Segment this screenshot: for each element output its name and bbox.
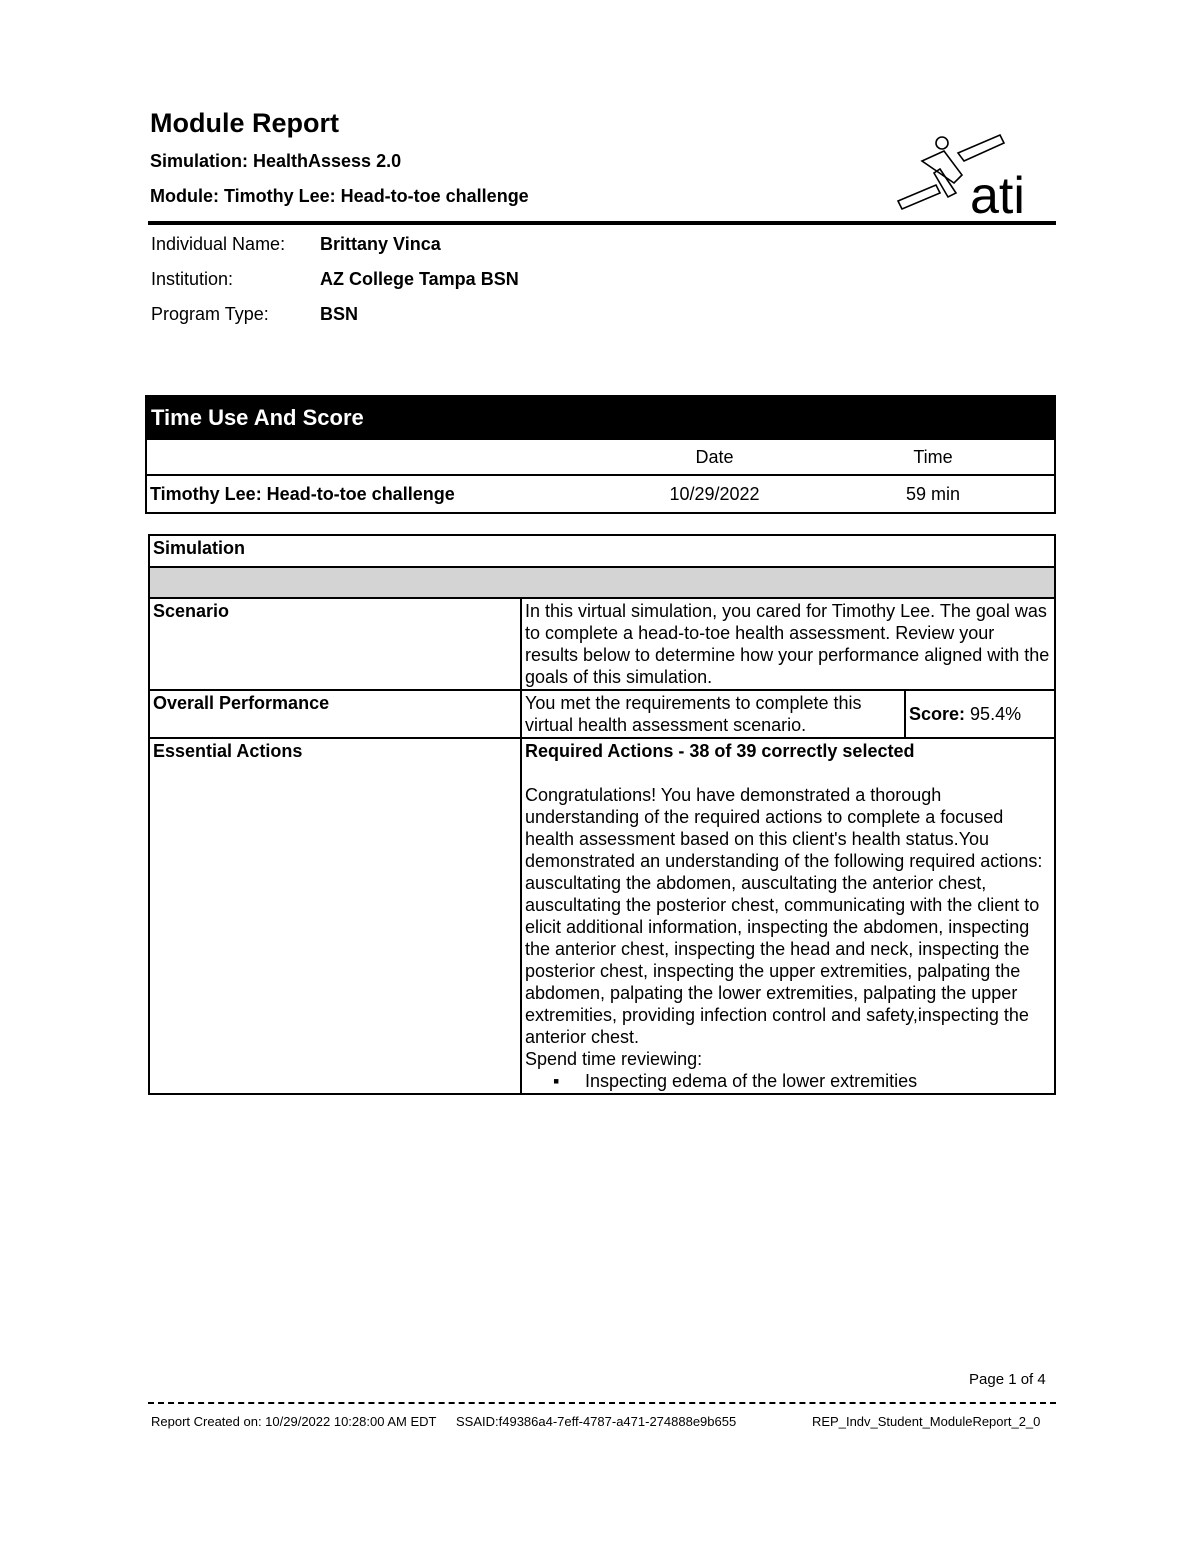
- review-item-text: Inspecting edema of the lower extremities: [585, 1071, 918, 1091]
- overall-performance-inner: [522, 691, 1054, 737]
- time-use-title: Time Use And Score: [146, 396, 1055, 439]
- review-list-item: [525, 1070, 1051, 1092]
- score-cell: [905, 691, 1054, 737]
- gray-divider-row: [149, 567, 1055, 598]
- footer-dashed-rule: [148, 1402, 1056, 1404]
- simulation-subtitle: Simulation: HealthAssess 2.0: [150, 151, 402, 171]
- essential-actions-label: Essential Actions: [149, 738, 521, 1094]
- score-value: 95.4%: [970, 704, 1022, 724]
- institution-value: AZ College Tampa BSN: [320, 269, 519, 289]
- overall-performance-label: Overall Performance: [149, 690, 521, 738]
- spacer: [525, 762, 1051, 784]
- time-cell: 59 min: [812, 475, 1055, 513]
- name-label: Individual Name:: [151, 234, 286, 254]
- overall-performance-text: You met the requirements to complete this virtual health assessment scenario.: [522, 691, 905, 737]
- essential-actions-cell: [521, 738, 1055, 1094]
- ati-logo: [896, 131, 1046, 217]
- name-value: Brittany Vinca: [320, 234, 441, 254]
- score-label: Score:: [909, 704, 966, 724]
- logo-text: ati: [970, 167, 1025, 217]
- congratulations-text: Congratulations! You have demonstrated a thorough understanding of the required actions to complete a focused health assessment based on this client's health status.You demonstrated an understanding of the following required actions: auscultating the abdomen, auscultating the anterior chest, auscultating the posterior chest, communicating with the client to elicit additional information, inspecting the abdomen, inspecting the anterior chest, inspecting the head and neck, inspecting the posterior chest, inspecting the upper extremities, palpating the abdomen, palpating the lower extremities, palpating the upper extremities, providing infection control and safety,inspecting the anterior chest.: [525, 785, 1043, 1047]
- simulation-table: [148, 534, 1056, 1095]
- review-label: Spend time reviewing:: [525, 1049, 703, 1069]
- logo-figure-head: [936, 137, 948, 149]
- date-header: Date: [617, 439, 812, 475]
- module-subtitle: Module: Timothy Lee: Head-to-toe challenge: [150, 186, 529, 206]
- date-cell: 10/29/2022: [617, 475, 812, 513]
- program-type-label: Program Type:: [151, 304, 269, 324]
- overall-performance-cell: [521, 690, 1055, 738]
- header-rule: [148, 221, 1056, 225]
- institution-label: Institution:: [151, 269, 234, 289]
- time-header: Time: [812, 439, 1055, 475]
- report-id: REP_Indv_Student_ModuleReport_2_0: [812, 1414, 1041, 1429]
- page-title: Module Report: [150, 108, 339, 138]
- logo-figure-arm: [958, 135, 1004, 161]
- time-use-score-table: [145, 395, 1056, 514]
- simulation-title: Simulation: [149, 535, 1055, 567]
- bullet-icon: ▪: [553, 1071, 560, 1091]
- logo-figure-body: [922, 151, 962, 183]
- required-actions-heading: Required Actions - 38 of 39 correctly selected: [525, 741, 915, 761]
- report-created: Report Created on: 10/29/2022 10:28:00 AM EDT: [151, 1414, 437, 1429]
- scenario-label: Scenario: [149, 598, 521, 690]
- header-blank-cell: [146, 439, 617, 475]
- program-type-value: BSN: [320, 304, 359, 324]
- ssaid: SSAID:f49386a4-7eff-4787-a471-274888e9b655: [456, 1414, 737, 1429]
- page-number: Page 1 of 4: [969, 1371, 1046, 1388]
- module-name-cell: Timothy Lee: Head-to-toe challenge: [146, 475, 617, 513]
- scenario-text: In this virtual simulation, you cared for Timothy Lee. The goal was to complete a head-to-toe health assessment. Review your results below to determine how your performance aligned with the goals of this simulation.: [521, 598, 1055, 690]
- logo-swoosh-left: [898, 185, 940, 209]
